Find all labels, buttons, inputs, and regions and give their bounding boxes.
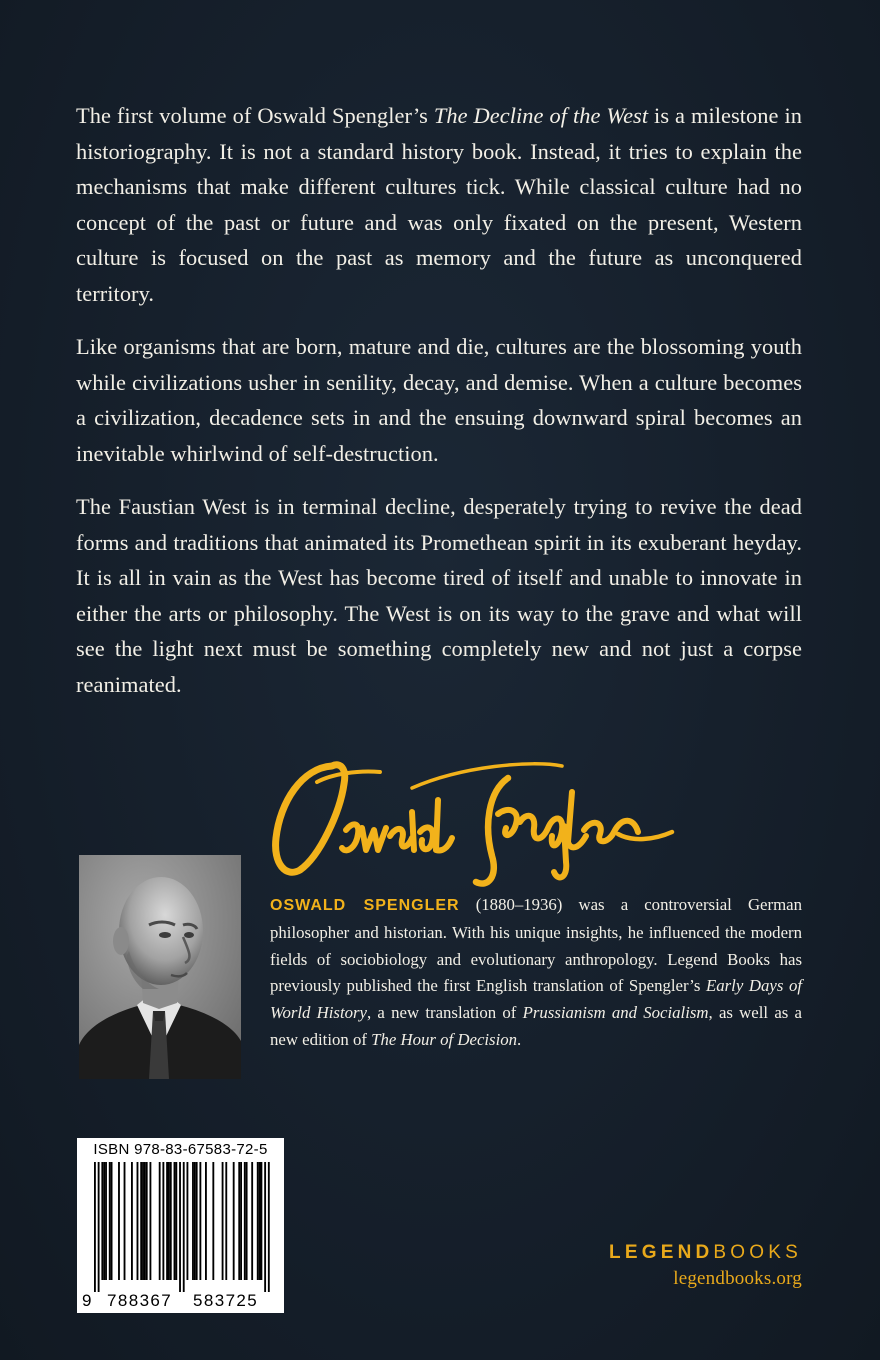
barcode-bar: [183, 1162, 185, 1292]
barcode-bar: [212, 1162, 214, 1280]
barcode-bar: [109, 1162, 111, 1280]
barcode-bar: [261, 1162, 263, 1280]
barcode-bar: [131, 1162, 133, 1280]
barcode-bar: [144, 1162, 146, 1280]
barcode-bar: [166, 1162, 168, 1280]
barcode-bar: [175, 1162, 177, 1280]
blurb-paragraph-1: The first volume of Oswald Spengler’s The Decline of the West is a milestone in historiography. It is not a standard history book. Instead, it tries to explain the mechanisms that make different cultures tick. While classical culture had no concept of the past or future and was only fixated on the present, Western culture is focused on the past as memory and the future as unconquered territory.: [76, 103, 802, 306]
barcode-bar: [94, 1162, 96, 1292]
barcode-bar: [222, 1162, 224, 1280]
barcode-bar: [150, 1162, 152, 1280]
barcode-bar: [146, 1162, 148, 1280]
barcode-bar: [187, 1162, 189, 1280]
barcode-bar: [259, 1162, 261, 1280]
barcode-bar: [101, 1162, 103, 1280]
book-title: The Decline of the West: [433, 103, 649, 128]
barcode-bar: [268, 1162, 270, 1292]
author-bio: OSWALD SPENGLER (1880–1936) was a controversial German philosopher and historian. With his unique insights, he influenced the modern fields of sociobiology and evolutionary anthropology. Legend Books has previously published the first English translation of Spengler’s Early Days of World History, a new translation of Prussianism and Socialism, as well as a new edition of The Hour of Decision.: [270, 895, 803, 1049]
barcode-bar: [179, 1162, 181, 1292]
barcode-bar: [244, 1162, 246, 1280]
publisher-block: [609, 1242, 802, 1290]
publisher-logo: LEGENDBOOKS: [609, 1242, 802, 1263]
book-title: The Hour of Decision: [371, 1029, 518, 1049]
barcode-bar: [124, 1162, 126, 1280]
barcode-bar: [137, 1162, 139, 1280]
barcode-bar: [194, 1162, 196, 1280]
isbn-label: ISBN 978-83-67583-72-5: [93, 1141, 268, 1158]
author-name: OSWALD SPENGLER: [270, 897, 460, 914]
barcode-bar: [199, 1162, 201, 1280]
barcode-bar: [162, 1162, 164, 1280]
publisher-website: legendbooks.org: [673, 1268, 802, 1289]
barcode-bar: [257, 1162, 259, 1280]
barcode-bar: [159, 1162, 161, 1280]
barcode-bar: [251, 1162, 253, 1280]
barcode-bar: [142, 1162, 144, 1280]
barcode-bar: [103, 1162, 105, 1280]
isbn-barcode: ISBN 978-83-67583-72-5 9 788367 583725: [77, 1138, 284, 1313]
barcode-bar: [105, 1162, 107, 1280]
barcode-bar: [168, 1162, 170, 1280]
book-title: Prussianism and Socialism: [522, 1003, 709, 1023]
book-title: Early Days of World History: [270, 976, 803, 1023]
barcode-bars: [77, 1138, 284, 1313]
barcode-bar: [111, 1162, 113, 1280]
barcode-bar: [170, 1162, 172, 1280]
author-portrait: [79, 855, 241, 1079]
author-signature: [262, 752, 692, 892]
barcode-bar: [238, 1162, 240, 1280]
barcode-bar: [98, 1162, 100, 1292]
blurb-text: [76, 98, 802, 720]
barcode-bar: [246, 1162, 248, 1280]
blurb-paragraph-2: Like organisms that are born, mature and die, cultures are the blossoming youth while civilizations usher in senility, decay, and demise. When a culture becomes a civilization, decadence sets in and the ensuing downward spiral becomes an inevitable whirlwind of self-destruction.: [76, 334, 802, 466]
blurb-paragraph-3: The Faustian West is in terminal decline, desperately trying to revive the dead forms and traditions that animated its Promethean spirit in its exuberant heyday. It is all in vain as the West has become tired of itself and unable to innovate in either the arts or philosophy. The West is on its way to the grave and what will see the light next must be something completely new and not just a corpse reanimated.: [76, 494, 802, 697]
barcode-bar: [225, 1162, 227, 1280]
barcode-bar: [264, 1162, 266, 1292]
barcode-bar: [205, 1162, 207, 1280]
barcode-bar: [140, 1162, 142, 1280]
barcode-bar: [240, 1162, 242, 1280]
barcode-bar: [174, 1162, 176, 1280]
barcode-bar: [233, 1162, 235, 1280]
barcode-bar: [196, 1162, 198, 1280]
barcode-bar: [192, 1162, 194, 1280]
barcode-bar: [118, 1162, 120, 1280]
